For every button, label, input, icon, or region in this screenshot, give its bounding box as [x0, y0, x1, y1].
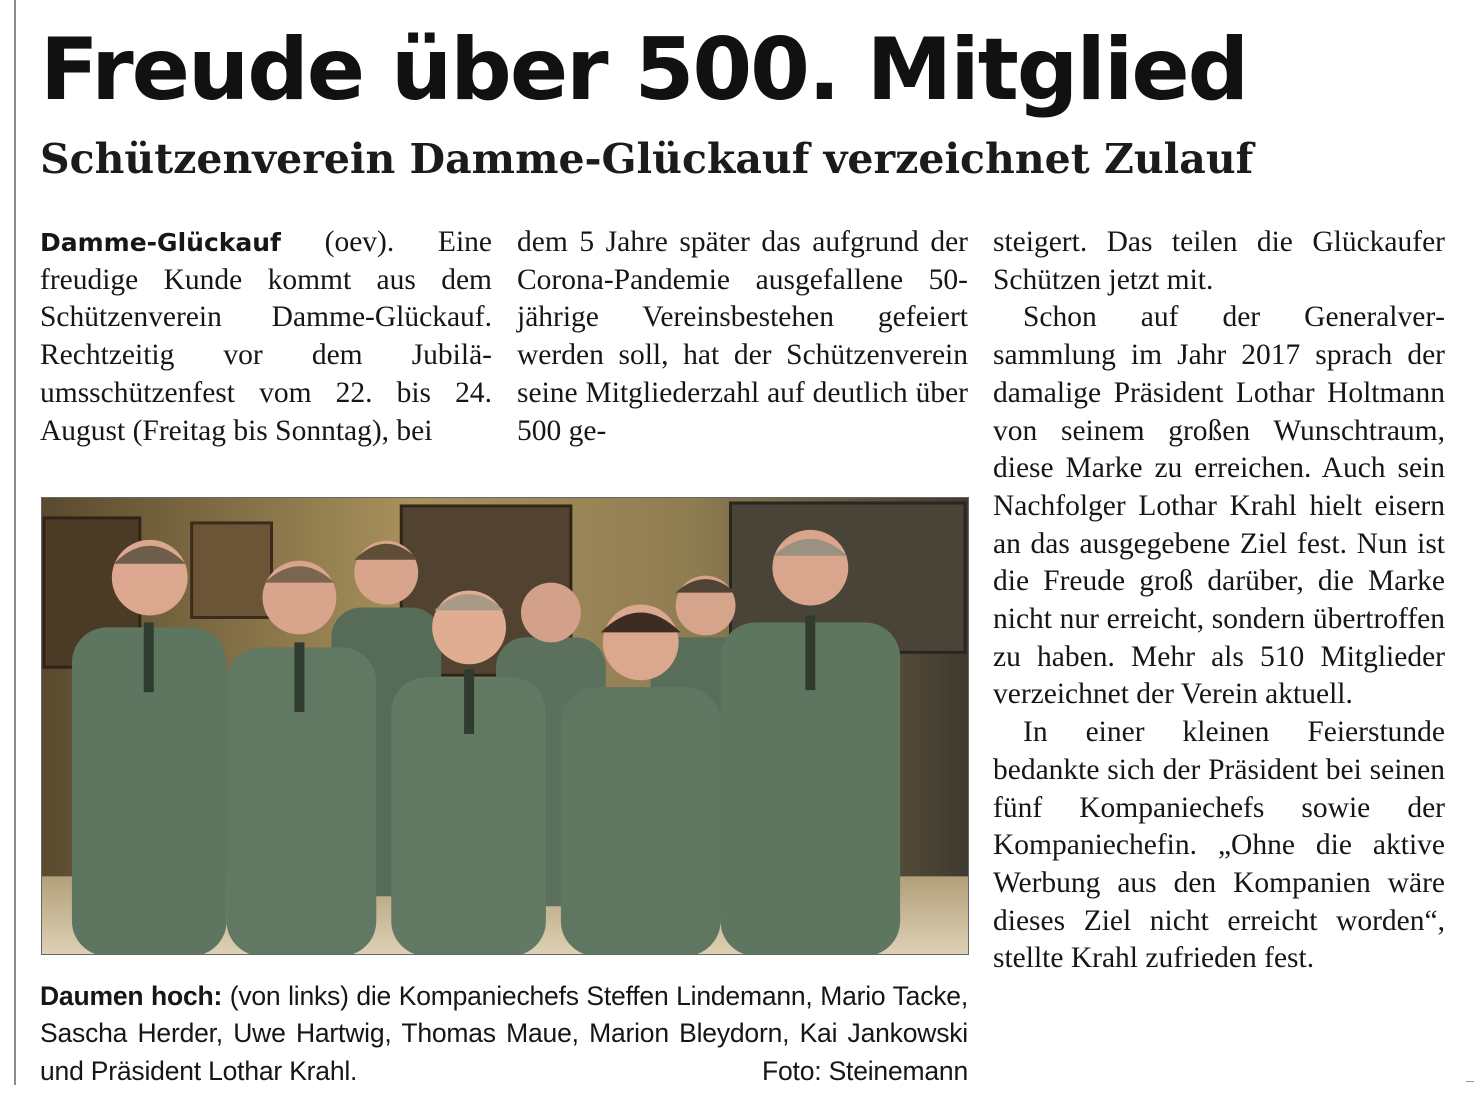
article-headline: Freude über 500. Mitglied [40, 20, 1248, 120]
photo-credit: Foto: Steinemann [762, 1055, 968, 1086]
article-subheadline: Schützenverein Damme-Glückauf verzeichnet Zulauf [40, 135, 1254, 183]
page-corner-mark [1466, 1081, 1474, 1082]
paragraph: In einer kleinen Feierstunde bedankte sich der Präsident bei seinen fünf Kompaniechefs sowie der Kompaniechefin. „Ohne die aktive Werbung aus den Kompanien wäre dieses Ziel nicht erreicht worden“, stellte Krahl zufrieden fest. [993, 716, 1445, 975]
paragraph: Schon auf der Generalversammlung im Jahr 2017 sprach der damalige Präsident Lothar Holtmann von seinem großen Wunschtraum, diese Marke zu erreichen. Auch sein Nachfolger Lothar Krahl hielt eisern an das ausgegebene Ziel fest. Nun ist die Freude groß darüber, die Marke nicht nur erreicht, sondern übertroffen zu haben. Mehr als 510 Mitglieder verzeichnet der Verein aktuell. [993, 301, 1445, 711]
paragraph: steigert. Das teilen die Glückaufer Schützen jetzt mit. [993, 226, 1445, 296]
page-margin-rule [14, 0, 16, 1085]
group-photo [41, 497, 969, 955]
article-column-3 [993, 224, 1445, 978]
caption-lead: Daumen hoch: [40, 981, 223, 1011]
caption-text: (von links) die Kompaniechefs Steffen Lindemann, Mario Tacke, Sascha Herder, Uwe Hartwig, Thomas Maue, Marion Bleydorn, Kai Jankowski und Präsident Lothar Krahl. [40, 981, 968, 1086]
article-dateline: Damme-Glückauf [40, 228, 281, 257]
article-column-1 [40, 224, 492, 450]
photo-caption [40, 978, 968, 1090]
article-column-2 [517, 224, 968, 450]
paragraph-text: (oev). Eine freudige Kunde kommt aus dem Schützenverein Damme-Glückauf. Rechtzeitig vor dem Jubiläumsschützenfest vom 22. bis 24. August (Freitag bis Sonntag), bei [40, 226, 492, 447]
paragraph [40, 224, 492, 450]
group-photo-illustration [42, 498, 968, 954]
paragraph: dem 5 Jahre später das aufgrund der Corona-Pandemie ausgefallene 50-jährige Vereinsbestehen gefeiert werden soll, hat der Schützenverein seine Mitgliederzahl auf deutlich über 500 ge- [517, 226, 968, 447]
